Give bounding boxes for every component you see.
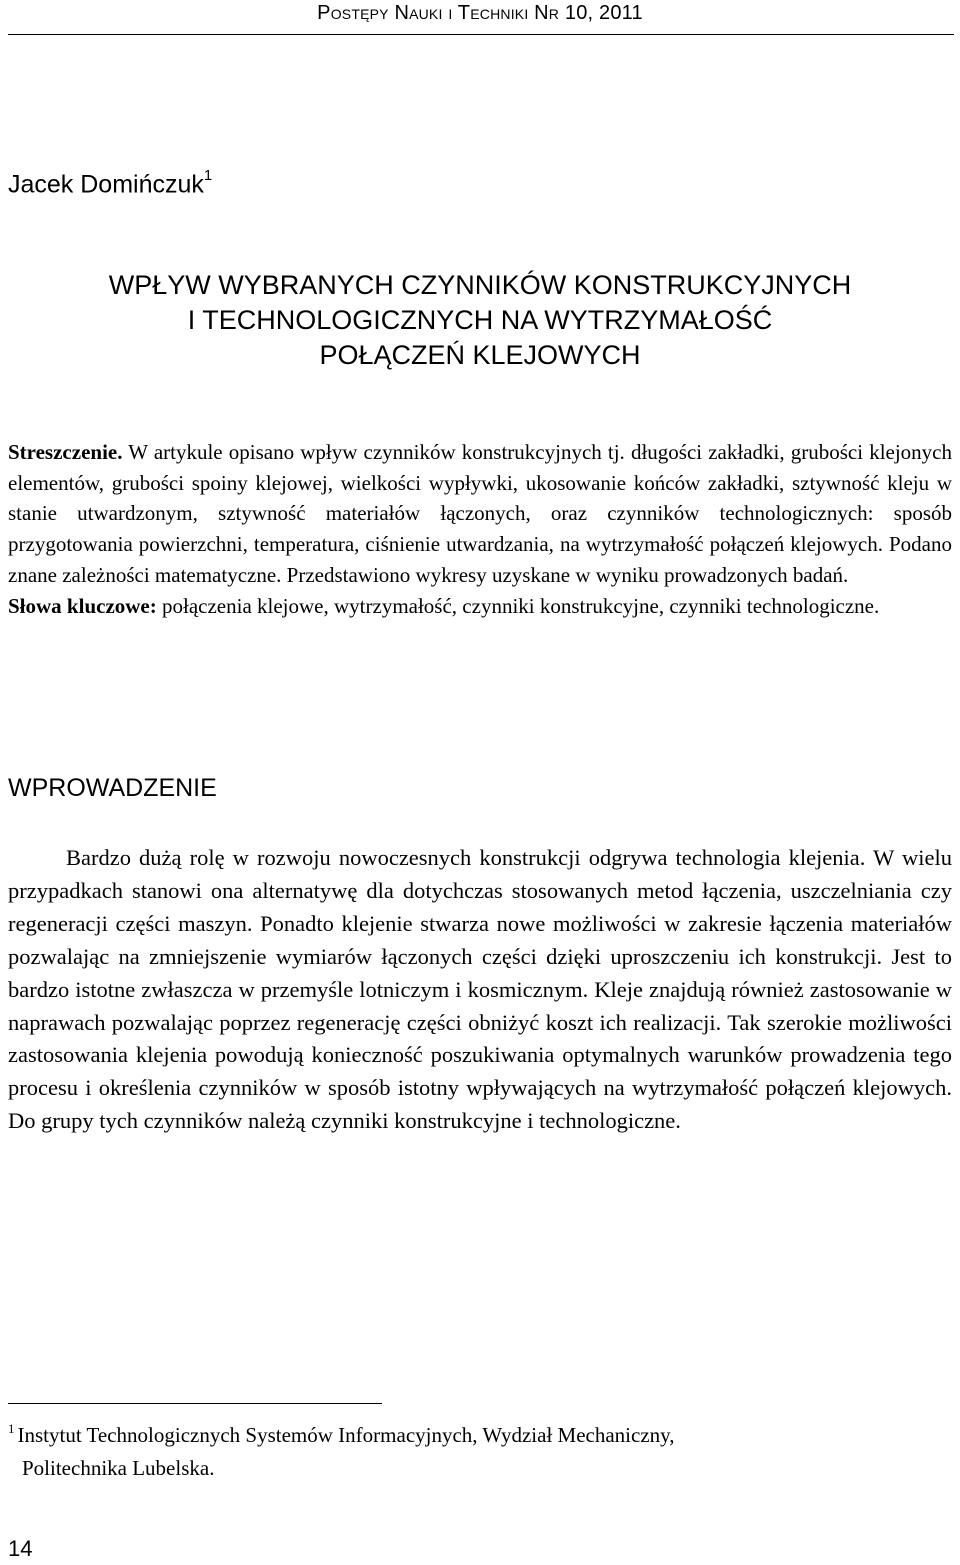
article-title xyxy=(0,268,960,373)
abstract-text: W artykule opisano wpływ czynników konstrukcyjnych tj. długości zakładki, grubości klejonych elementów, grubości spoiny klejowej, wielkości wypływki, ukosowanie końców zakładki, sztywność kleju w stanie utwardzonym, sztywność materiałów łączonych, oraz czynników technologicznych: sposób przygotowania powierzchni, temperatura, ciśnienie utwardzania, na wytrzymałość połączeń klejowych. Podano znane zależności matematyczne. Przedstawiono wykresy uzyskane w wyniku prowadzonych badań. xyxy=(8,440,953,587)
title-line: I TECHNOLOGICZNYCH NA WYTRZYMAŁOŚĆ xyxy=(187,305,773,335)
author-line xyxy=(8,167,213,199)
author-name: Jacek Domińczuk xyxy=(8,170,204,199)
footnote xyxy=(8,1420,952,1483)
keywords-label: Słowa kluczowe: xyxy=(8,593,157,618)
abstract-paragraph xyxy=(8,437,952,591)
section-body xyxy=(8,842,952,1138)
footnote-text-line2: Politechnika Lubelska. xyxy=(22,1456,215,1480)
title-line: POŁĄCZEŃ KLEJOWYCH xyxy=(319,340,641,370)
header-rule xyxy=(8,34,954,35)
footnote-line xyxy=(8,1420,952,1453)
keywords-paragraph xyxy=(8,591,952,622)
footnote-rule xyxy=(8,1403,382,1404)
abstract xyxy=(8,437,952,621)
footnote-mark: 1 xyxy=(8,1421,15,1436)
footnote-text-line1: Instytut Technologicznych Systemów Informacyjnych, Wydział Mechaniczny, xyxy=(17,1423,675,1447)
section-heading: WPROWADZENIE xyxy=(8,774,217,802)
abstract-label: Streszczenie. xyxy=(8,440,123,464)
body-paragraph: Bardzo dużą rolę w rozwoju nowoczesnych konstrukcji odgrywa technologia klejenia. W wielu przypadkach stanowi ona alternatywę dla dotychczas stosowanych metod łączenia, uszczelniania czy regeneracji części maszyn. Ponadto klejenie stwarza nowe możliwości w zakresie łączenia materiałów pozwalając na zmniejszenie wymiarów łączonych części dzięki uproszczeniu ich konstrukcji. Jest to bardzo istotne zwłaszcza w przemyśle lotniczym i kosmicznym. Kleje znajdują również zastosowanie w naprawach pozwalając poprzez regenerację części obniżyć koszt ich realizacji. Tak szerokie możliwości zastosowania klejenia powodują konieczność poszukiwania optymalnych warunków prowadzenia tego procesu i określenia czynników w sposób istotny wpływających na wytrzymałość połączeń klejowych. Do grupy tych czynników należą czynniki konstrukcyjne i technologiczne. xyxy=(8,845,952,1134)
page-number: 14 xyxy=(8,1536,33,1561)
author-affiliation-mark: 1 xyxy=(203,167,213,184)
keywords-text: połączenia klejowe, wytrzymałość, czynniki konstrukcyjne, czynniki technologiczne. xyxy=(162,593,880,618)
title-line: WPŁYW WYBRANYCH CZYNNIKÓW KONSTRUKCYJNYCH xyxy=(108,270,852,300)
running-header: Postępy Nauki i Techniki Nr 10, 2011 xyxy=(317,2,643,24)
